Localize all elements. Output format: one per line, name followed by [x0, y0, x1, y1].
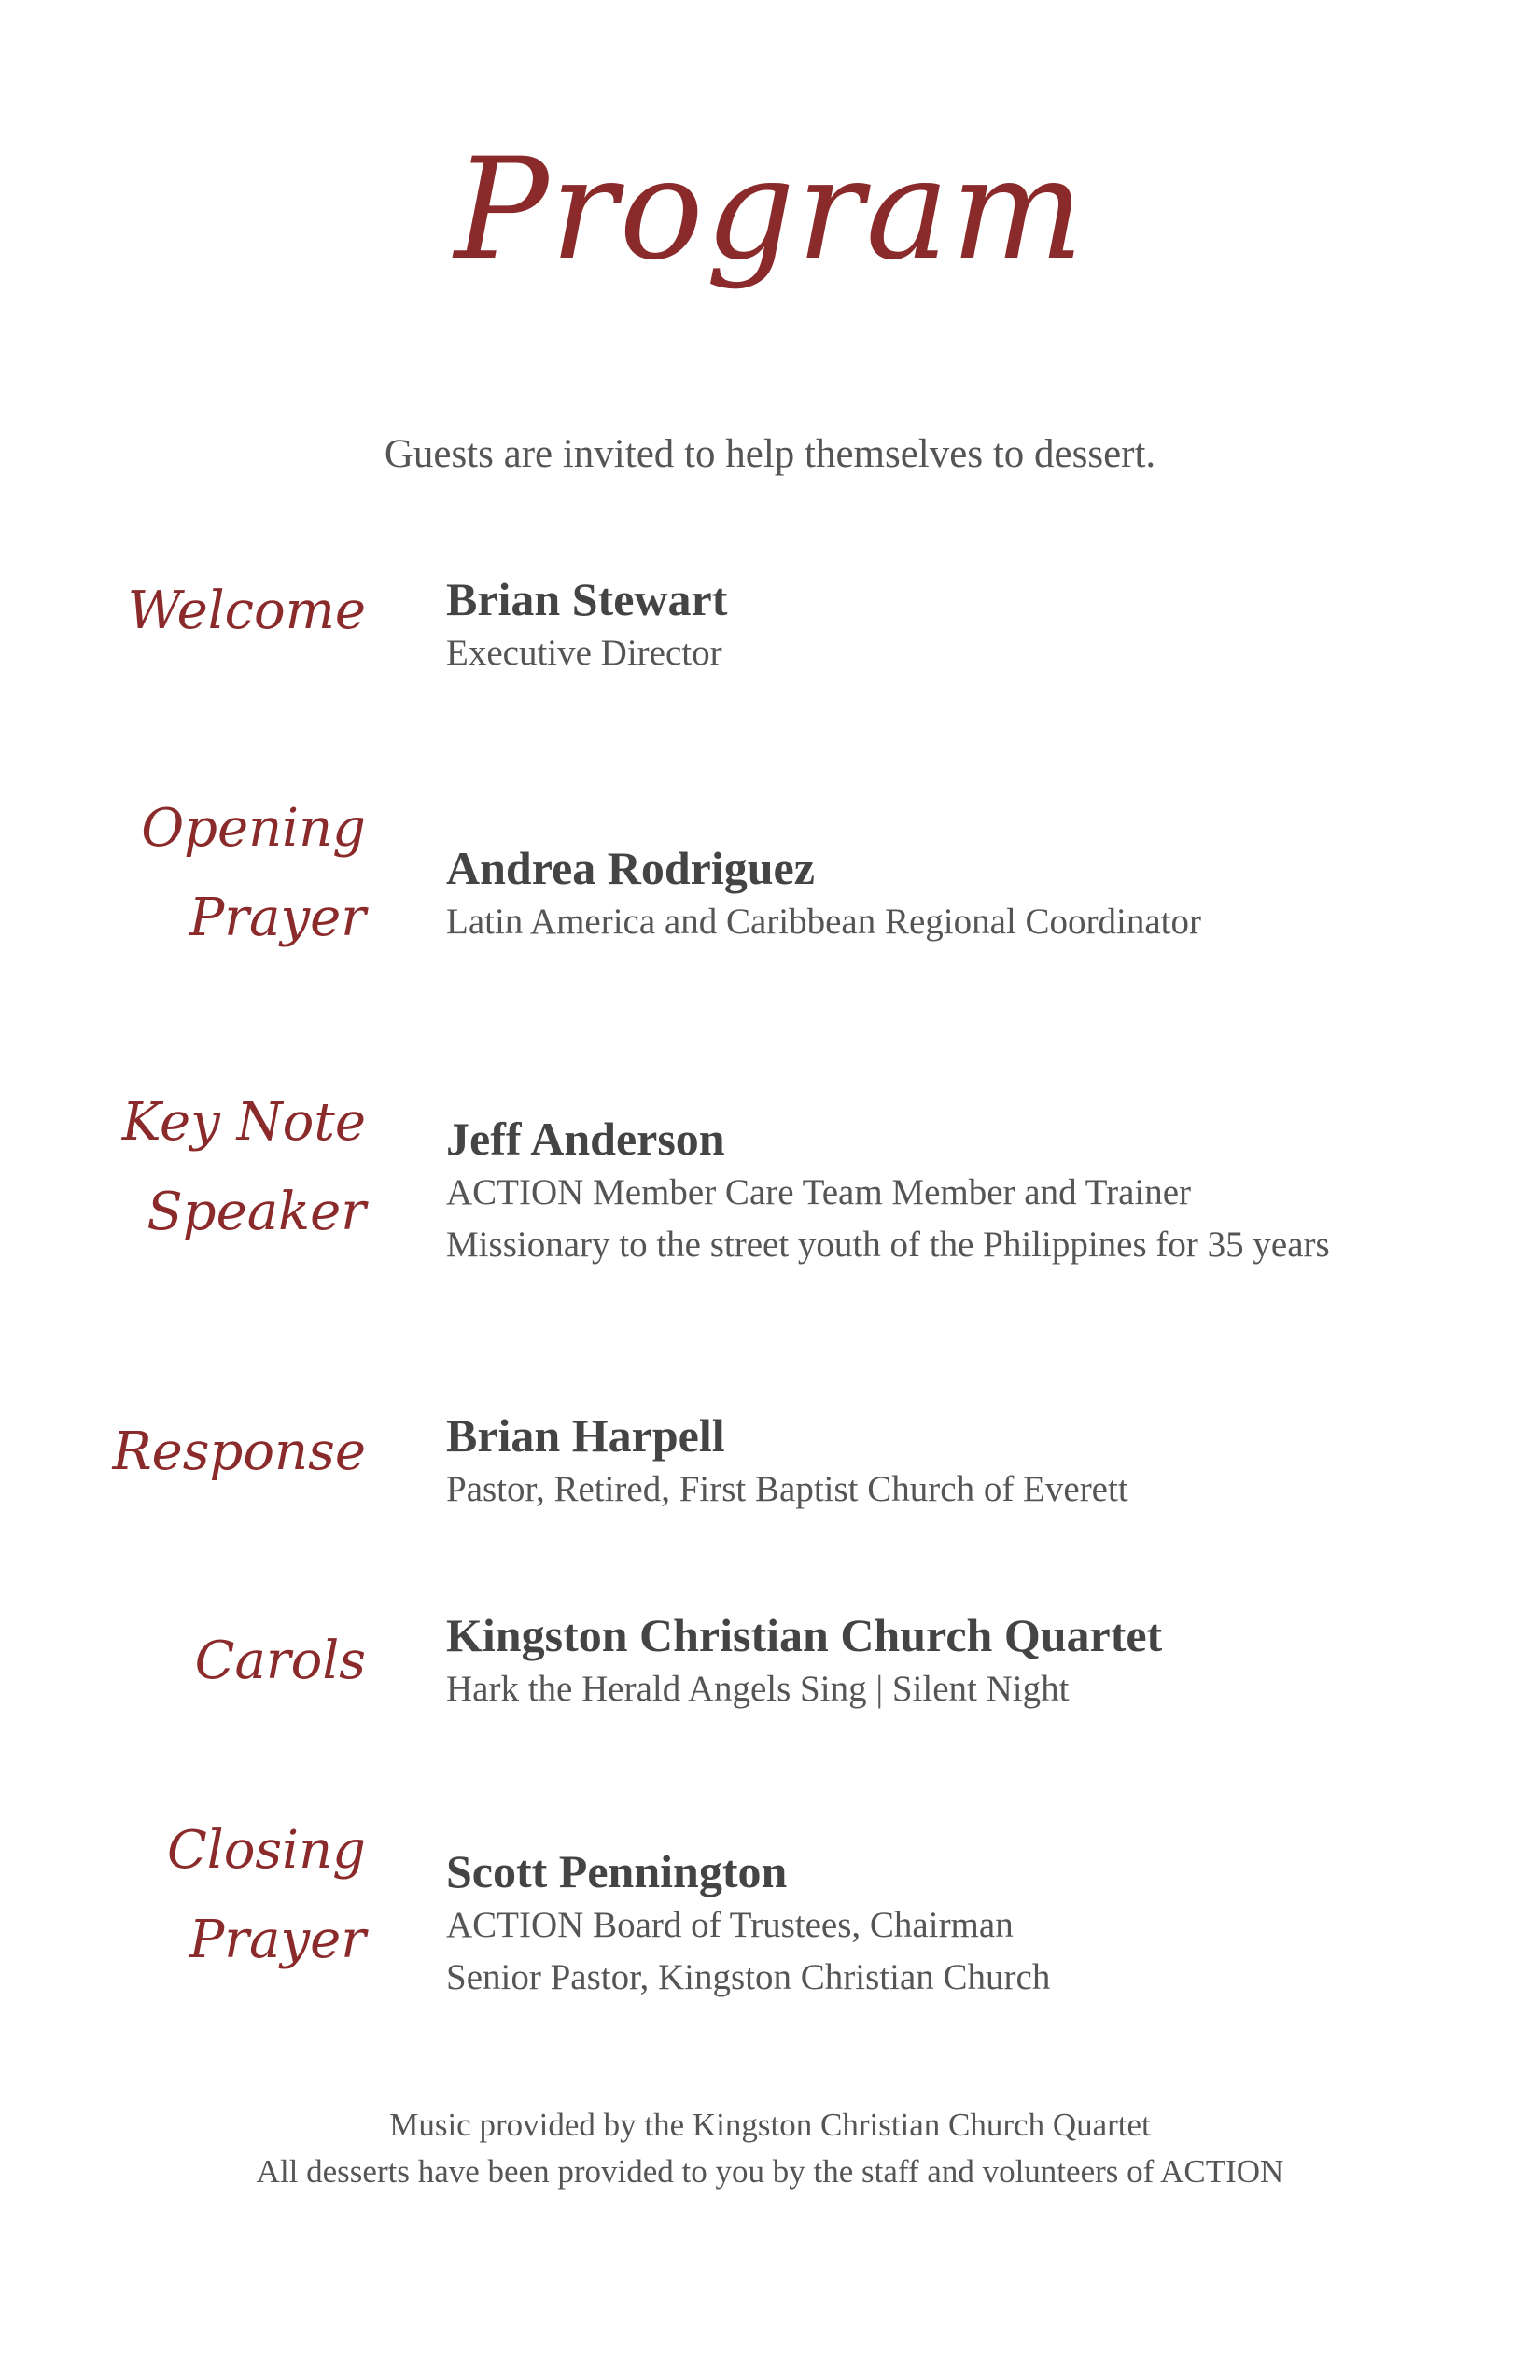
item-detail: ACTION Board of Trustees, Chairman	[446, 1905, 1014, 1945]
item-label-line: Closing	[166, 1820, 366, 1881]
item-content	[446, 571, 1519, 679]
item-name: Scott Pennington	[446, 1845, 788, 1897]
item-label	[167, 1806, 366, 1985]
footer	[0, 2102, 1540, 2195]
item-detail: Pastor, Retired, First Baptist Church of Everett	[446, 1469, 1128, 1509]
item-label	[195, 1617, 366, 1706]
item-detail: ACTION Member Care Team Member and Trainer	[446, 1172, 1192, 1212]
item-label-line: Key Note	[121, 1092, 366, 1153]
item-label-line: Welcome	[127, 581, 366, 641]
footer-line: All desserts have been provided to you by the staff and volunteers of ACTION	[256, 2153, 1284, 2190]
item-label-line: Prayer	[189, 1910, 366, 1970]
item-label	[122, 1078, 366, 1257]
item-name: Andrea Rodriguez	[446, 842, 815, 894]
item-label	[112, 1407, 366, 1497]
item-detail: Executive Director	[446, 633, 722, 673]
item-content	[446, 1407, 1519, 1516]
item-name: Brian Harpell	[446, 1409, 725, 1462]
item-detail: Hark the Herald Angels Sing | Silent Night	[446, 1669, 1070, 1709]
item-label-line: Prayer	[189, 888, 366, 948]
page-subtitle: Guests are invited to help themselves to dessert.	[384, 432, 1156, 476]
item-label-line: Opening	[141, 798, 366, 859]
item-label	[141, 784, 366, 963]
item-label-line: Carols	[194, 1631, 366, 1691]
page-title: Program	[454, 129, 1086, 291]
item-content	[446, 840, 1519, 948]
item-content	[446, 1843, 1519, 2004]
item-detail: Latin America and Caribbean Regional Coordinator	[446, 902, 1202, 942]
item-label-line: Speaker	[147, 1182, 366, 1242]
item-label	[128, 567, 366, 656]
item-label-line: Response	[112, 1421, 366, 1482]
item-name: Jeff Anderson	[446, 1113, 725, 1165]
item-name: Brian Stewart	[446, 573, 728, 625]
item-detail: Senior Pastor, Kingston Christian Church	[446, 1957, 1051, 1997]
item-content	[446, 1111, 1519, 1271]
item-detail: Missionary to the street youth of the Philippines for 35 years	[446, 1225, 1330, 1265]
item-name: Kingston Christian Church Quartet	[446, 1609, 1163, 1661]
footer-line: Music provided by the Kingston Christian Church Quartet	[389, 2107, 1151, 2143]
item-content	[446, 1607, 1519, 1715]
